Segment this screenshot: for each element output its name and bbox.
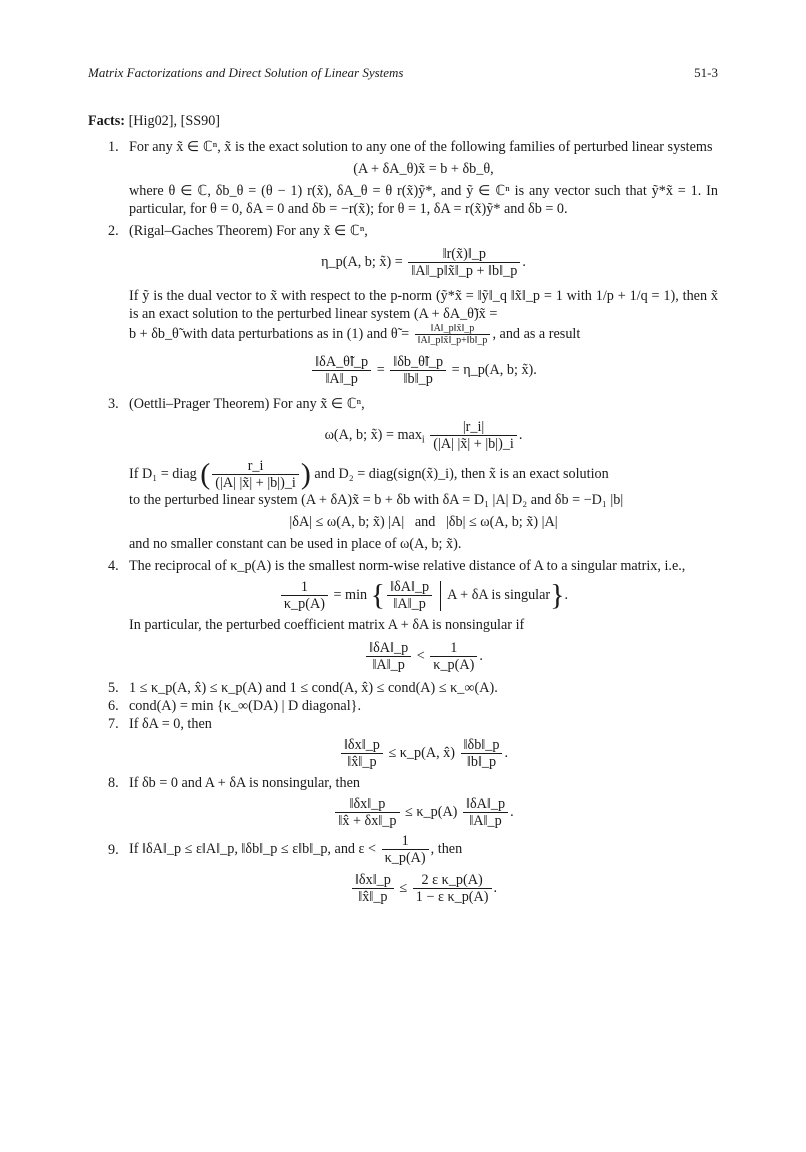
eq-lhs: ω(A, b; x̃) = max: [324, 426, 422, 443]
item-text: (Oettli–Prager Theorem) For any x̃ ∈ ℂⁿ,: [129, 396, 365, 412]
fraction: [382, 833, 429, 866]
item-text: to the perturbed linear system (A + δA)x̃ = b + δb with δA = D₁ |A| D₂ and δb = −D₁ |b|: [129, 492, 624, 508]
denominator: 1 − ε κ_p(A): [415, 889, 489, 905]
numerator: ‖δA‖_p: [366, 640, 411, 657]
facts-refs: [Hig02], [SS90]: [128, 113, 221, 129]
numerator: |r_i|: [430, 419, 517, 436]
numerator: ‖δb_θ̃‖_p: [390, 354, 446, 371]
numerator: ‖δx‖_p: [341, 737, 383, 754]
denominator: ‖A‖_p‖x̃‖_p + ‖b‖_p: [411, 263, 518, 279]
denominator: (|A| |x̃| + |b|)_i: [215, 475, 296, 491]
item-text: 1 ≤ κ_p(A, x̂) ≤ κ_p(A) and 1 ≤ cond(A, x̂) ≤ cond(A) ≤ κ_∞(A).: [129, 680, 498, 696]
eq-condition: A + δA is singular: [447, 586, 551, 603]
item-number: 9.: [108, 842, 119, 858]
running-header: [88, 65, 718, 83]
item-text: [129, 833, 718, 866]
item-text: If δA = 0, then: [129, 716, 212, 732]
denominator: ‖A‖_p: [372, 657, 405, 673]
facts-heading: [88, 112, 718, 130]
numerator: ‖δx‖_p: [352, 872, 394, 889]
fraction-theta: [415, 323, 491, 346]
fact-item-9: [88, 833, 718, 905]
numerator: 1: [430, 640, 477, 657]
item-text: (Rigal–Gaches Theorem) For any x̃ ∈ ℂⁿ,: [129, 223, 368, 239]
fact-item-4: [88, 557, 718, 673]
equation-min: $\frac{1}{\kappa\_p(A)}$ = min { $\frac{‖\delta A‖\_p}{‖A‖\_p}$ A + δA is singular}.: [129, 579, 718, 612]
fact-item-3: [88, 395, 718, 553]
eq-lhs: η_p(A, b; x̃) =: [321, 253, 403, 270]
fraction: [352, 872, 394, 905]
numerator: ‖δA_θ̃‖_p: [312, 354, 371, 371]
item-number: 7.: [108, 716, 119, 732]
denominator: ‖x̂‖_p: [347, 754, 377, 770]
equation-eta: η_p(A, b; x̃) = $\frac{‖r(x̃)‖\_p}{‖A‖\_p‖x̃‖\_p + ‖b‖\_p}$ .: [321, 246, 526, 279]
eq-subscript: i: [421, 434, 425, 446]
numerator: ‖A‖_p‖x̃‖_p: [415, 323, 491, 335]
denominator: ‖A‖_p: [325, 371, 358, 387]
eq-mid: ≤ κ_p(A, x̂): [388, 744, 455, 761]
numerator: ‖r(x̃)‖_p: [408, 246, 520, 263]
text-part: , then: [430, 840, 463, 857]
item-number: 4.: [108, 558, 119, 574]
item-number: 2.: [108, 223, 119, 239]
denominator: ‖x̂ + δx‖_p: [338, 813, 397, 829]
text-part: b + δb_θ̃ with data perturbations as in (1) and θ̃ =: [129, 325, 410, 342]
equation-nonsingular: $\frac{‖\delta A‖\_p}{‖A‖\_p}$ < $\frac{1}{\kappa\_p(A)}$ .: [129, 640, 718, 673]
equation-combined: $\frac{‖\delta x‖\_p}{‖x̂‖\_p}$ ≤ $\frac{\text{2 ε κ\_p(A)}}{\text{1 − ε κ\_p(A)}}$ .: [129, 872, 718, 905]
item-number: 1.: [108, 139, 119, 155]
page-number: 51-3: [694, 65, 718, 80]
denominator: (|A| |x̃| + |b|)_i: [433, 436, 514, 452]
denominator: κ_p(A): [433, 657, 475, 673]
item-number: 5.: [108, 680, 119, 696]
fraction: [281, 579, 328, 612]
numerator: ‖δb‖_p: [461, 737, 503, 754]
denominator: ‖A‖_p: [469, 813, 502, 829]
equation-omega: ω(A, b; x̃) = $\max_i$ $\frac{|r\_i|}{(|A| |x̃| + |b|)\_i}$ .: [324, 419, 523, 452]
fact-item-2: [88, 222, 718, 387]
equation-result: $\frac{‖\delta A\_\thetã‖\_p}{‖A‖\_p}$ = $\frac{‖\delta b\_\thetã‖\_p}{‖b‖\_p}$ = η_p(A, b; x̃).: [129, 354, 718, 387]
item-number: 3.: [108, 396, 119, 412]
fraction: [408, 246, 520, 279]
item-text: [129, 323, 718, 346]
numerator: r_i: [212, 458, 299, 475]
fraction: [366, 640, 411, 673]
denominator: ‖x̂‖_p: [358, 889, 388, 905]
fact-item-5: [88, 679, 718, 697]
item-text: cond(A) = min {κ_∞(DA) | D diagonal}.: [129, 698, 362, 714]
fraction: [341, 737, 383, 770]
fraction: [430, 419, 517, 452]
denominator: κ_p(A): [283, 596, 325, 612]
fraction: [387, 579, 432, 612]
numerator: 1: [281, 579, 328, 596]
facts-label: Facts:: [88, 113, 126, 129]
eq-rhs: = η_p(A, b; x̃).: [451, 361, 537, 378]
numerator: 2 ε κ_p(A): [413, 872, 492, 889]
equation-bound-a: $\frac{‖\delta x‖\_p}{‖x̂ + \delta x‖\_p}$ ≤ κ_p(A) $\frac{‖\delta A‖\_p}{‖A‖\_p}$ .: [129, 796, 718, 829]
item-text: If δb = 0 and A + δA is nonsingular, then: [129, 775, 360, 791]
equation-bound-b: $\frac{‖\delta x‖\_p}{‖x̂‖\_p}$ ≤ κ_p(A, x̂) $\frac{‖\delta b‖\_p}{‖b‖\_p}$ .: [129, 737, 718, 770]
text-part: and D₂ = diag(sign(x̃)_i), then x̃ is an exact solution: [314, 465, 609, 482]
denominator: κ_p(A): [384, 850, 426, 866]
equation: (A + δA_θ)x̃ = b + δb_θ,: [353, 161, 494, 177]
item-text: For any x̃ ∈ ℂⁿ, x̃ is the exact solution to any one of the following families of perturbed linear systems: [129, 139, 713, 155]
fraction: [335, 796, 399, 829]
numerator: ‖δx‖_p: [335, 796, 399, 813]
denominator: ‖b‖_p: [466, 754, 497, 770]
denominator: ‖A‖_p‖x̃‖_p+‖b‖_p: [417, 335, 488, 346]
item-text: The reciprocal of κ_p(A) is the smallest norm-wise relative distance of A to a singular matrix, i.e.,: [129, 558, 686, 574]
fraction: [430, 640, 477, 673]
item-text: and no smaller constant can be used in place of ω(A, b; x̃).: [129, 536, 462, 552]
fraction: [463, 796, 508, 829]
equation-bounds: |δA| ≤ ω(A, b; x̃) |A| and |δb| ≤ ω(A, b; x̃) |A|: [289, 514, 558, 530]
eq-min: = min: [333, 586, 368, 603]
fact-item-8: [88, 774, 718, 829]
fraction: [390, 354, 446, 387]
fraction: [312, 354, 371, 387]
document-body: [88, 112, 718, 911]
numerator: 1: [382, 833, 429, 850]
fact-item-1: [88, 138, 718, 218]
text-part: If ‖δA‖_p ≤ ε‖A‖_p, ‖δb‖_p ≤ ε‖b‖_p, and ε <: [129, 840, 377, 857]
item-text: If D₁ = diag ( $\frac{r\_i}{(|A| |x̃| + |b|)\_i}$ ) and D₂ = diag(sign(x̃)_i), then x̃ is an exact solution: [129, 457, 609, 491]
item-text: where θ ∈ ℂ, δb_θ = (θ − 1) r(x̃), δA_θ = θ r(x̃)ỹ*, and ỹ ∈ ℂⁿ is any vector such that ỹ*x̃ = 1. In particular, for θ = 0, δA = 0 and δb = −r(x̃); for θ = 1, δA = r(x̃)ỹ* and δb = 0.: [129, 183, 718, 217]
text-part: , and as a result: [492, 325, 581, 342]
fraction: [461, 737, 503, 770]
fact-item-7: [88, 715, 718, 770]
item-number: 6.: [108, 698, 119, 714]
eq-mid: ≤ κ_p(A): [405, 803, 458, 820]
denominator: ‖b‖_p: [403, 371, 433, 387]
text-part: If D₁ = diag: [129, 465, 197, 482]
fraction: [212, 458, 299, 491]
item-number: 8.: [108, 775, 119, 791]
numerator: ‖δA‖_p: [387, 579, 432, 596]
denominator: ‖A‖_p: [393, 596, 426, 612]
fraction: [413, 872, 492, 905]
header-title: Matrix Factorizations and Direct Solution of Linear Systems: [88, 65, 404, 80]
item-text: In particular, the perturbed coefficient matrix A + δA is nonsingular if: [129, 617, 525, 633]
numerator: ‖δA‖_p: [463, 796, 508, 813]
fact-item-6: [88, 697, 718, 715]
item-text: If ỹ is the dual vector to x̃ with respect to the p-norm (ỹ*x̃ = ‖ỹ‖_q ‖x̃‖_p = 1 with 1/p + 1/q = 1), then x̃ is an exact solution to the perturbed linear system (A + δA_θ̃)x̃ =: [129, 288, 718, 322]
